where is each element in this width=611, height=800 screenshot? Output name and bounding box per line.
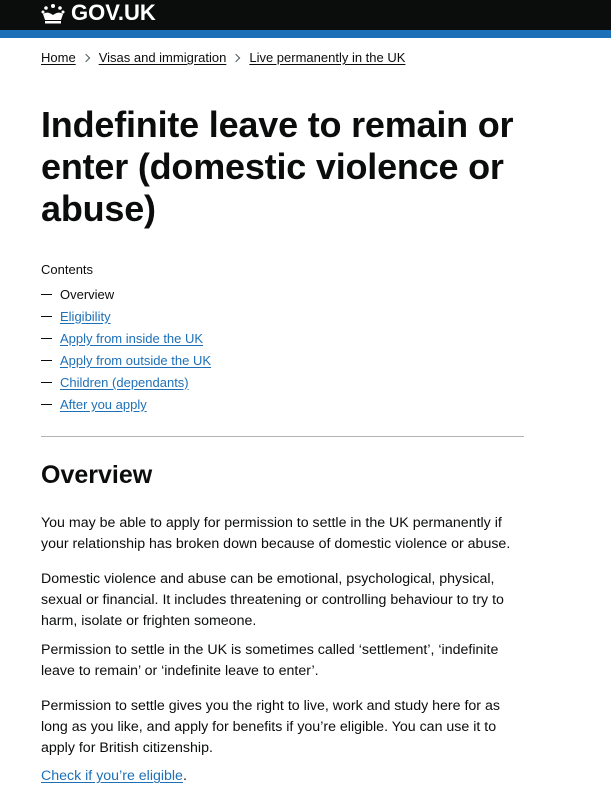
check-eligibility-link[interactable]: Check if you’re eligible — [41, 768, 183, 784]
dash-marker — [41, 382, 52, 383]
chevron-right-icon — [81, 54, 89, 62]
contents-item-children — [41, 371, 211, 393]
body-paragraph: Permission to settle in the UK is sometimes called ‘settlement’, ‘indefinite leave to remain’ or ‘indefinite leave to enter’. — [41, 642, 499, 679]
contents-heading: Contents — [41, 262, 94, 277]
contents-list — [41, 283, 211, 415]
crown-icon — [41, 3, 65, 24]
dash-marker — [41, 338, 52, 339]
header-blue-stripe — [0, 30, 611, 38]
section-heading: Overview — [41, 461, 153, 489]
govuk-logo-link[interactable] — [41, 0, 156, 26]
page-title: Indefinite leave to remain or enter (domestic violence or abuse) — [41, 104, 514, 229]
breadcrumb — [41, 49, 405, 67]
contents-item-eligibility — [41, 305, 211, 327]
dash-marker — [41, 360, 52, 361]
contents-item-apply-outside — [41, 349, 211, 371]
breadcrumb-live-permanently[interactable]: Live permanently in the UK — [249, 50, 406, 65]
contents-link-children[interactable]: Children (dependants) — [60, 374, 189, 390]
breadcrumb-visas-and-immigration[interactable]: Visas and immigration — [98, 50, 227, 65]
dash-marker — [41, 294, 52, 295]
govuk-logo-text: GOV.UK — [71, 0, 156, 25]
dash-marker — [41, 404, 52, 405]
link-suffix: . — [182, 768, 187, 784]
contents-item-overview — [41, 283, 211, 305]
breadcrumb-home[interactable]: Home — [41, 50, 76, 65]
body-paragraph: You may be able to apply for permission to settle in the UK permanently if your relationship has broken down because of domestic violence or abuse. — [41, 515, 511, 552]
body-paragraph: Permission to settle gives you the right to live, work and study here for as long as you like, and apply for benefits if you’re eligible. You can use it to apply for British citizenship. — [41, 698, 500, 756]
contents-item-label-current: Overview — [60, 286, 115, 302]
contents-link-apply-outside[interactable]: Apply from outside the UK — [60, 352, 212, 368]
contents-link-after-apply[interactable]: After you apply — [60, 396, 147, 412]
body-paragraph: Domestic violence and abuse can be emotional, psychological, physical, sexual or financial. It includes threatening or controlling behaviour to try to harm, isolate or frighten someone. — [41, 571, 504, 629]
contents-link-apply-inside[interactable]: Apply from inside the UK — [60, 330, 204, 346]
contents-link-eligibility[interactable]: Eligibility — [60, 308, 111, 324]
site-header — [0, 0, 611, 30]
contents-item-after-apply — [41, 393, 211, 415]
chevron-right-icon — [232, 54, 240, 62]
contents-item-apply-inside — [41, 327, 211, 349]
section-divider — [41, 436, 524, 437]
eligibility-link-line — [41, 766, 187, 787]
dash-marker — [41, 316, 52, 317]
